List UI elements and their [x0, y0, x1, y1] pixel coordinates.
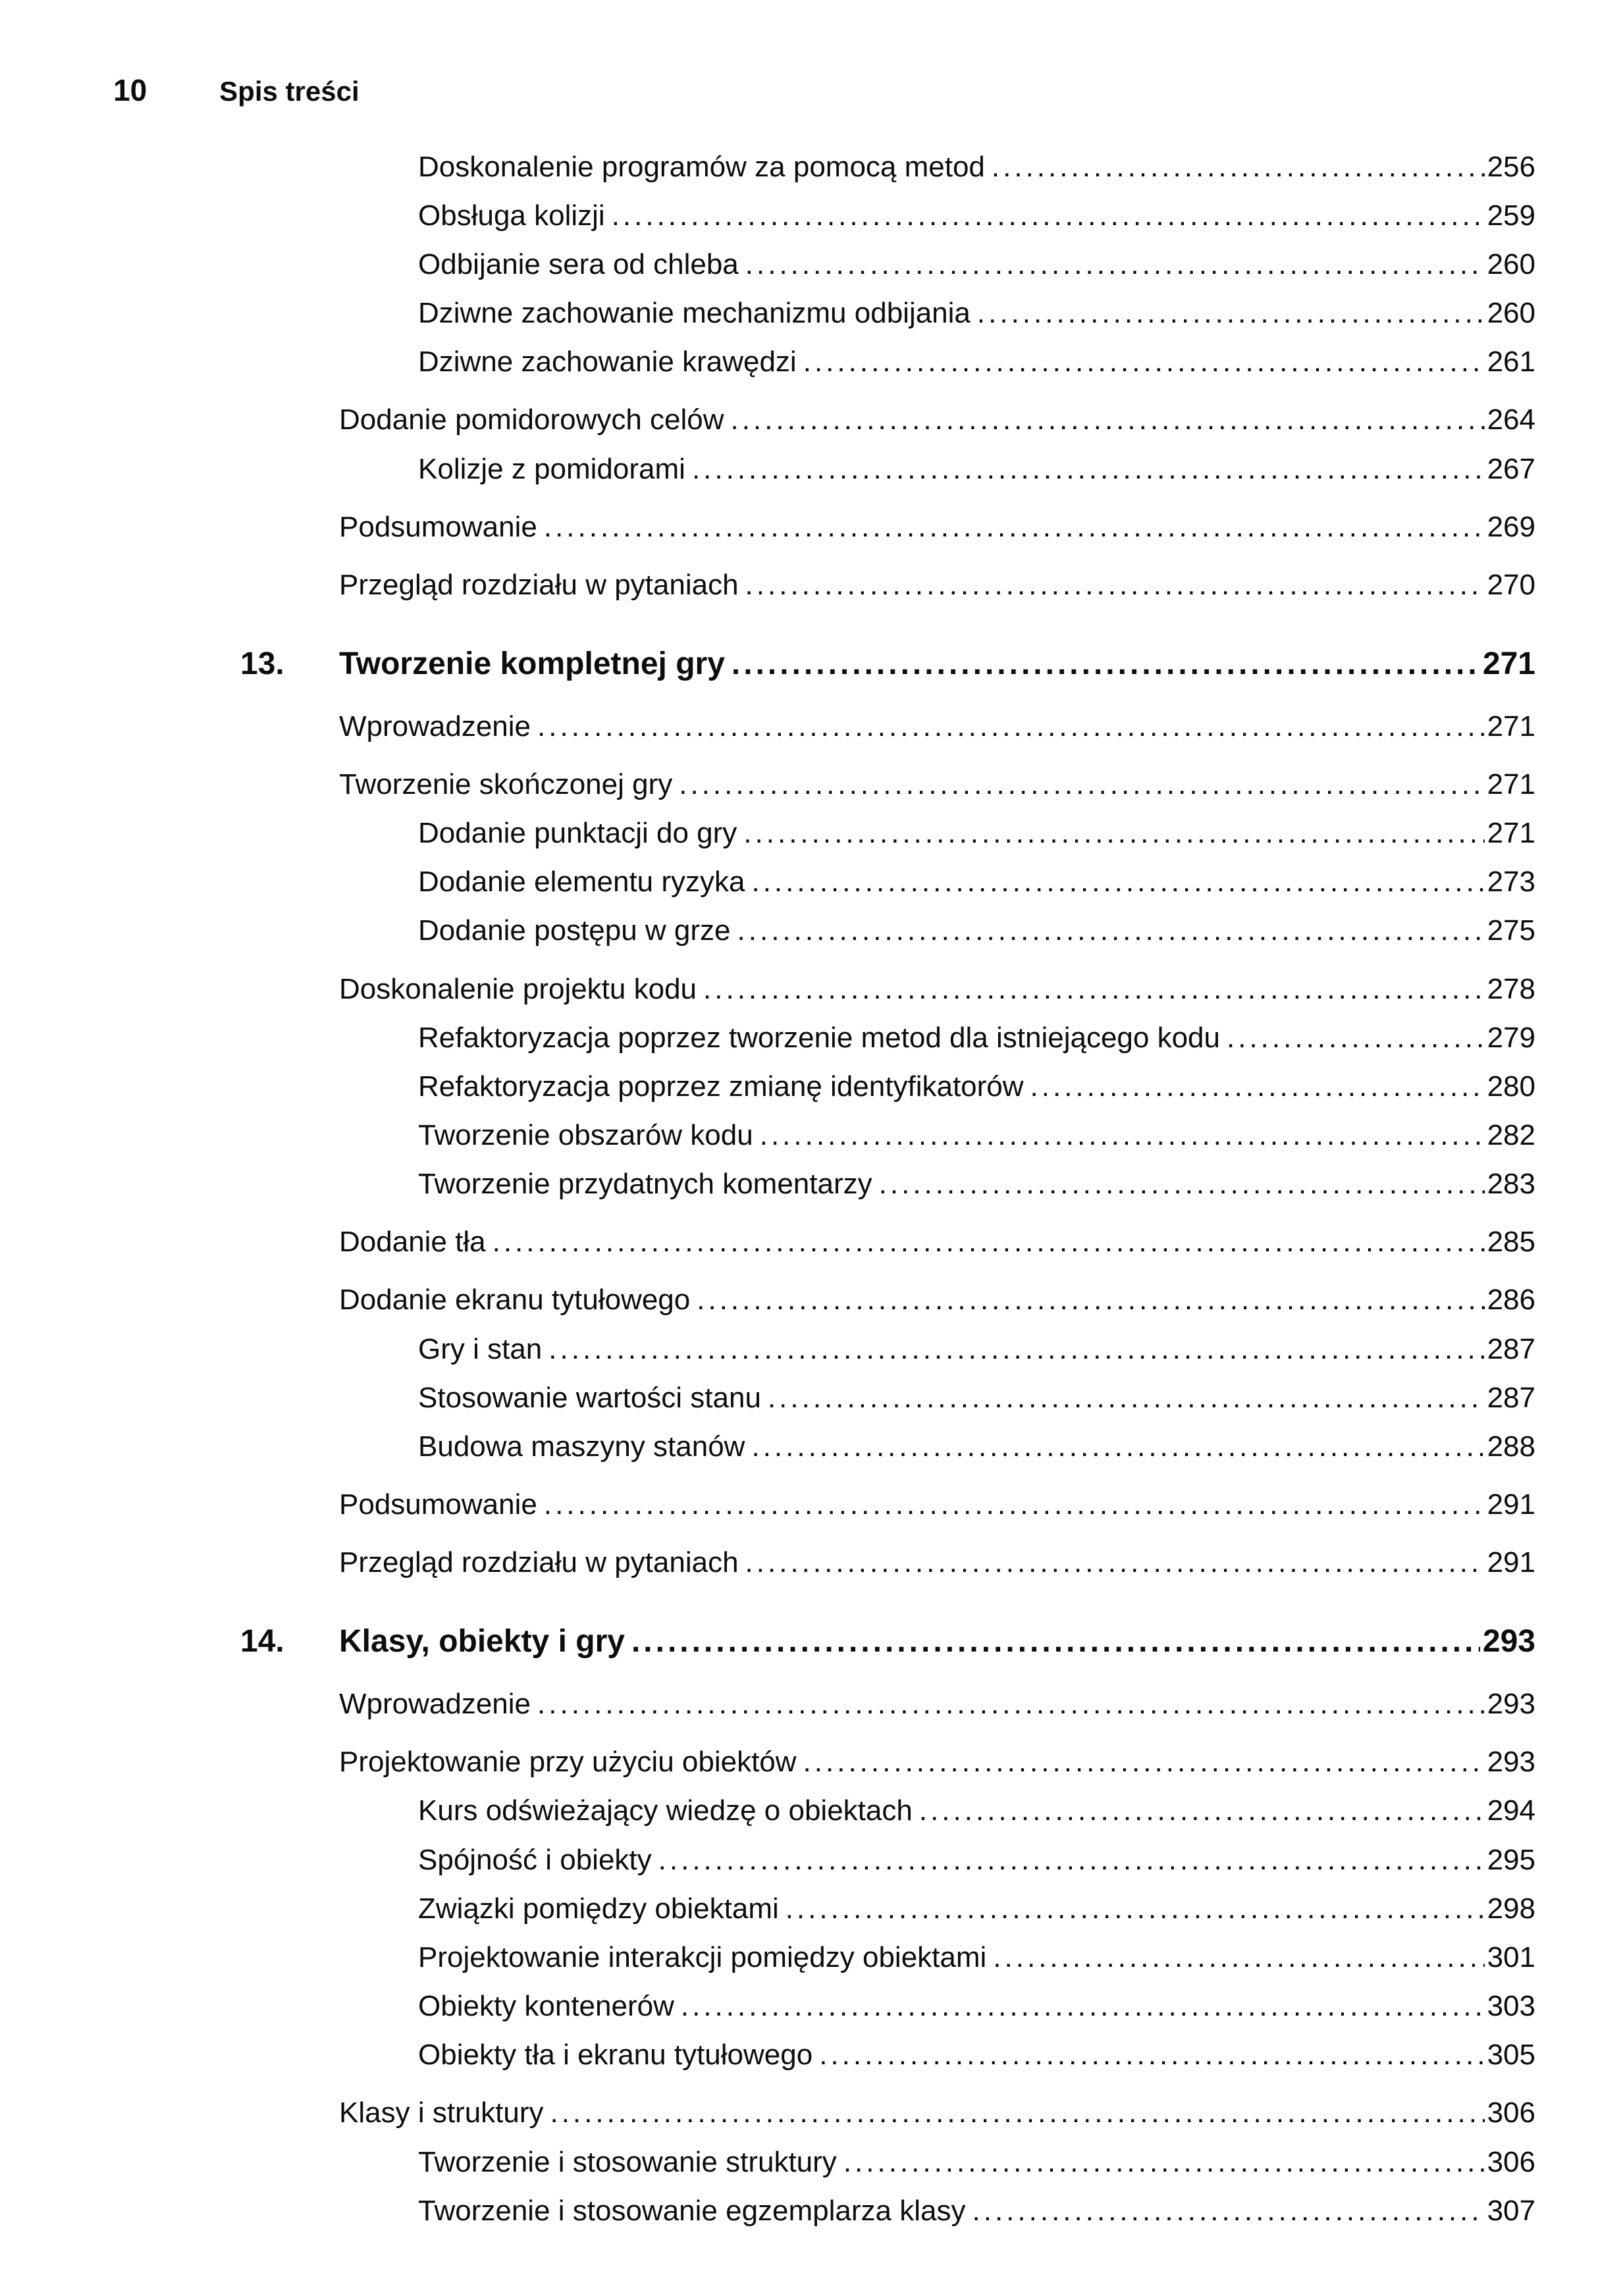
- toc-entry-page: 287: [1487, 1381, 1535, 1414]
- toc-entry-title: Stosowanie wartości stanu: [418, 1381, 761, 1414]
- toc-entry-title: Dodanie pomidorowych celów: [339, 404, 724, 436]
- toc-entry-title: Dodanie punktacji do gry: [418, 817, 737, 850]
- toc-entry: [0, 1794, 1535, 1827]
- toc-entry: [0, 511, 1535, 544]
- toc-entry-page: 267: [1487, 452, 1535, 485]
- toc-entry-title: Doskonalenie programów za pomocą metod: [418, 150, 985, 183]
- dot-leader: [732, 646, 1480, 683]
- toc-entry-title: Tworzenie obszarów kodu: [418, 1118, 753, 1151]
- toc-entry-title: Dziwne zachowanie mechanizmu odbijania: [418, 297, 971, 330]
- toc-entry-title: Tworzenie i stosowanie struktury: [418, 2145, 837, 2178]
- dot-leader: [548, 1333, 1484, 1366]
- toc-entry-page: 271: [1482, 646, 1535, 681]
- toc-entry-title: Budowa maszyny stanów: [418, 1430, 745, 1463]
- toc-entry: [0, 2146, 1535, 2179]
- toc-entry: [0, 346, 1535, 378]
- toc-entry-title: Gry i stan: [418, 1332, 543, 1365]
- toc-entry-title: Tworzenie skończonej gry: [339, 768, 673, 800]
- toc-entry-title: Obiekty tła i ekranu tytułowego: [418, 2039, 813, 2072]
- toc-entry: [0, 1990, 1535, 2023]
- dot-leader: [993, 1941, 1484, 1974]
- toc-entry-page: 271: [1487, 768, 1535, 800]
- toc-entry-page: 293: [1482, 1624, 1535, 1659]
- dot-leader: [703, 973, 1485, 1006]
- dot-leader: [493, 1226, 1485, 1259]
- toc-entry-page: 307: [1487, 2194, 1535, 2227]
- dot-leader: [544, 511, 1485, 544]
- toc-entry: [0, 2039, 1535, 2072]
- toc-entry-page: 305: [1487, 2039, 1535, 2072]
- toc-entry: [0, 248, 1535, 281]
- toc-entry-title: Projektowanie interakcji pomiędzy obiektami: [418, 1941, 987, 1973]
- dot-leader: [737, 914, 1485, 947]
- toc-entry-title: Związki pomiędzy obiektami: [418, 1892, 779, 1925]
- toc-entry: [0, 1624, 1535, 1660]
- toc-entry-page: 294: [1487, 1794, 1535, 1827]
- chapter-number: 13.: [240, 646, 284, 681]
- dot-leader: [972, 2195, 1485, 2228]
- toc-entry-title: Podsumowanie: [339, 1488, 537, 1521]
- toc-entry: [0, 151, 1535, 184]
- toc-entry: [0, 914, 1535, 947]
- toc-entry: [0, 404, 1535, 436]
- toc-entry-page: 278: [1487, 972, 1535, 1005]
- toc-entry: [0, 297, 1535, 330]
- toc-entry-title: Wprowadzenie: [339, 1688, 531, 1721]
- toc-entry-page: 273: [1487, 866, 1535, 899]
- toc-entry: [0, 1333, 1535, 1366]
- toc-entry-title: Odbijanie sera od chleba: [418, 248, 739, 280]
- toc-entry: [0, 1226, 1535, 1259]
- toc-entry-title: Przegląd rozdziału w pytaniach: [339, 568, 739, 601]
- dot-leader: [760, 1119, 1485, 1152]
- toc-entry-title: Obiekty kontenerów: [418, 1990, 674, 2023]
- dot-leader: [745, 569, 1485, 602]
- toc-entry-page: 260: [1487, 248, 1535, 280]
- toc-entry-title: Dodanie elementu ryzyka: [418, 866, 745, 899]
- dot-leader: [879, 1168, 1485, 1201]
- toc-entry: [0, 2195, 1535, 2228]
- toc-entry-page: 269: [1487, 510, 1535, 543]
- toc-entry: [0, 1844, 1535, 1877]
- toc-entry: [0, 1546, 1535, 1579]
- toc-entry-title: Klasy, obiekty i gry: [339, 1624, 625, 1659]
- dot-leader: [537, 1688, 1485, 1721]
- dot-leader: [681, 1990, 1485, 2023]
- toc-entry-page: 282: [1487, 1118, 1535, 1151]
- dot-leader: [977, 297, 1485, 330]
- toc-entry-page: 264: [1487, 404, 1535, 436]
- dot-leader: [919, 1794, 1485, 1827]
- toc-entry: [0, 569, 1535, 602]
- toc-entry-title: Dziwne zachowanie krawędzi: [418, 346, 797, 378]
- dot-leader: [550, 2097, 1485, 2129]
- dot-leader: [1030, 1070, 1485, 1103]
- toc-entry: [0, 1941, 1535, 1974]
- toc-list: [0, 151, 1598, 2228]
- toc-entry-page: 285: [1487, 1226, 1535, 1259]
- toc-entry-title: Wprowadzenie: [339, 710, 531, 743]
- toc-entry-page: 271: [1487, 817, 1535, 850]
- toc-entry-page: 286: [1487, 1284, 1535, 1317]
- toc-entry-page: 270: [1487, 568, 1535, 601]
- toc-entry-page: 287: [1487, 1332, 1535, 1365]
- toc-entry-title: Projektowanie przy użyciu obiektów: [339, 1746, 797, 1779]
- dot-leader: [745, 248, 1485, 281]
- toc-entry-title: Podsumowanie: [339, 510, 537, 543]
- dot-leader: [612, 199, 1485, 232]
- toc-entry: [0, 817, 1535, 850]
- toc-entry-page: 256: [1487, 150, 1535, 183]
- toc-entry: [0, 973, 1535, 1006]
- toc-entry: [0, 1488, 1535, 1521]
- toc-entry: [0, 646, 1535, 683]
- toc-entry: [0, 768, 1535, 801]
- toc-entry-page: 295: [1487, 1843, 1535, 1876]
- toc-entry: [0, 866, 1535, 899]
- dot-leader: [819, 2039, 1484, 2072]
- page-number: 10: [113, 73, 147, 107]
- toc-entry: [0, 1892, 1535, 1925]
- toc-entry-title: Dodanie tła: [339, 1226, 486, 1259]
- toc-entry-title: Kolizje z pomidorami: [418, 452, 685, 485]
- toc-entry-title: Klasy i struktury: [339, 2097, 544, 2129]
- dot-leader: [992, 151, 1485, 184]
- page-header: [113, 74, 1598, 107]
- toc-entry-title: Obsługa kolizji: [418, 199, 605, 232]
- toc-entry: [0, 1022, 1535, 1055]
- toc-entry: [0, 710, 1535, 743]
- dot-leader: [1227, 1022, 1485, 1055]
- dot-leader: [751, 866, 1484, 899]
- toc-entry-title: Kurs odświeżający wiedzę o obiektach: [418, 1794, 913, 1827]
- section-title: Spis treści: [219, 76, 360, 107]
- toc-entry-page: 293: [1487, 1746, 1535, 1779]
- toc-entry-page: 301: [1487, 1941, 1535, 1973]
- toc-entry-page: 283: [1487, 1168, 1535, 1201]
- toc-entry: [0, 1119, 1535, 1152]
- toc-entry-title: Dodanie postępu w grze: [418, 914, 731, 947]
- dot-leader: [544, 1488, 1485, 1521]
- toc-entry: [0, 1168, 1535, 1201]
- dot-leader: [803, 1746, 1485, 1779]
- toc-entry-page: 261: [1487, 346, 1535, 378]
- toc-entry-page: 291: [1487, 1546, 1535, 1579]
- toc-entry-page: 288: [1487, 1430, 1535, 1463]
- toc-entry-title: Spójność i obiekty: [418, 1843, 652, 1876]
- dot-leader: [692, 453, 1485, 486]
- toc-entry: [0, 1430, 1535, 1463]
- toc-entry-title: Przegląd rozdziału w pytaniach: [339, 1546, 739, 1579]
- toc-entry-page: 279: [1487, 1021, 1535, 1054]
- dot-leader: [658, 1844, 1485, 1877]
- toc-entry-title: Tworzenie i stosowanie egzemplarza klasy: [418, 2194, 966, 2227]
- dot-leader: [768, 1382, 1485, 1415]
- toc-entry-title: Tworzenie kompletnej gry: [339, 646, 725, 681]
- dot-leader: [751, 1430, 1484, 1463]
- toc-entry-page: 306: [1487, 2097, 1535, 2129]
- dot-leader: [743, 817, 1484, 850]
- toc-entry: [0, 453, 1535, 486]
- chapter-number: 14.: [240, 1624, 284, 1659]
- toc-entry-page: 293: [1487, 1688, 1535, 1721]
- toc-entry: [0, 199, 1535, 232]
- toc-entry-page: 260: [1487, 297, 1535, 330]
- toc-entry-page: 275: [1487, 914, 1535, 947]
- dot-leader: [631, 1624, 1480, 1660]
- toc-entry-title: Refaktoryzacja poprzez tworzenie metod dla istniejącego kodu: [418, 1021, 1220, 1054]
- toc-entry: [0, 1688, 1535, 1721]
- toc-entry: [0, 1746, 1535, 1779]
- dot-leader: [843, 2146, 1485, 2179]
- dot-leader: [679, 768, 1484, 801]
- toc-entry-page: 259: [1487, 199, 1535, 232]
- toc-entry-page: 298: [1487, 1892, 1535, 1925]
- toc-entry-page: 306: [1487, 2145, 1535, 2178]
- dot-leader: [537, 710, 1485, 743]
- toc-entry: [0, 2097, 1535, 2129]
- toc-entry-title: Dodanie ekranu tytułowego: [339, 1284, 691, 1317]
- toc-entry-title: Tworzenie przydatnych komentarzy: [418, 1168, 872, 1201]
- dot-leader: [745, 1546, 1485, 1579]
- toc-entry: [0, 1382, 1535, 1415]
- toc-entry-page: 280: [1487, 1070, 1535, 1103]
- dot-leader: [697, 1284, 1484, 1317]
- toc-entry-page: 271: [1487, 710, 1535, 743]
- toc-entry-page: 291: [1487, 1488, 1535, 1521]
- toc-entry-page: 303: [1487, 1990, 1535, 2023]
- dot-leader: [803, 346, 1485, 378]
- toc-entry: [0, 1284, 1535, 1317]
- toc-entry-title: Doskonalenie projektu kodu: [339, 972, 697, 1005]
- dot-leader: [786, 1892, 1485, 1925]
- toc-entry-title: Refaktoryzacja poprzez zmianę identyfikatorów: [418, 1070, 1024, 1103]
- dot-leader: [731, 404, 1485, 436]
- toc-entry: [0, 1070, 1535, 1103]
